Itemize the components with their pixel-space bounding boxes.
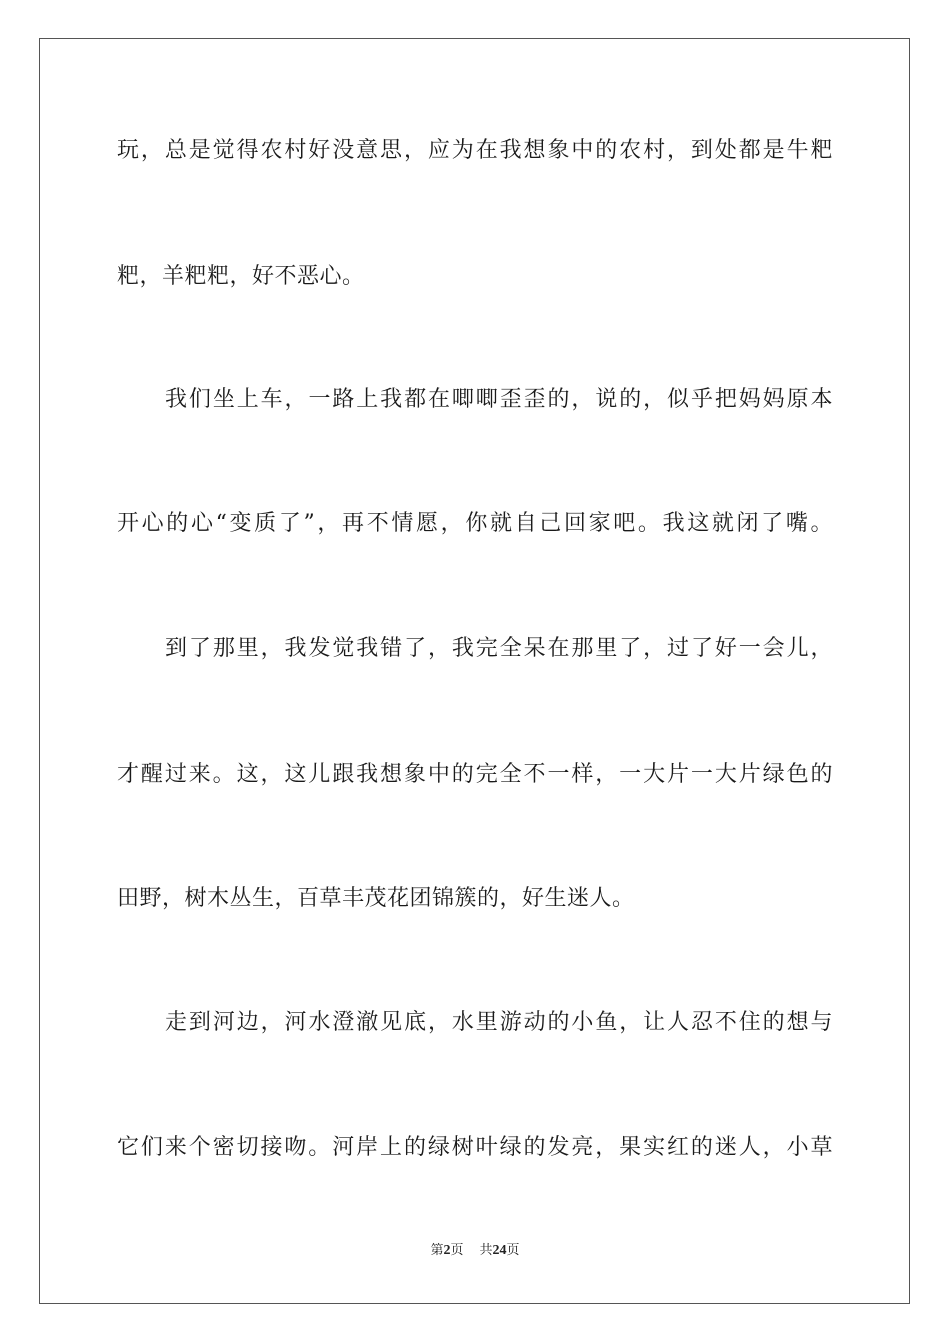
footer-total-prefix: 共 xyxy=(479,1243,493,1258)
footer-page-suffix: 页 xyxy=(450,1243,464,1258)
text-line-2: 粑，羊粑粑，好不恶心。 xyxy=(117,264,365,289)
footer-total-suffix: 页 xyxy=(506,1243,520,1258)
text-line-8: 走到河边，河水澄澈见底，水里游动的小鱼，让人忍不住的想与 xyxy=(165,1010,833,1035)
text-line-6: 才醒过来。这，这儿跟我想象中的完全不一样，一大片一大片绿色的 xyxy=(117,762,833,787)
text-line-1: 玩，总是觉得农村好没意思，应为在我想象中的农村，到处都是牛粑 xyxy=(117,138,833,163)
footer-page-prefix: 第 xyxy=(430,1243,444,1258)
footer-page-number: 2 xyxy=(443,1243,451,1258)
footer-total-pages: 24 xyxy=(492,1243,507,1258)
text-line-5: 到了那里，我发觉我错了，我完全呆在那里了，过了好一会儿， xyxy=(165,636,833,661)
page-footer xyxy=(0,1242,950,1260)
text-line-3: 我们坐上车，一路上我都在唧唧歪歪的，说的，似乎把妈妈原本 xyxy=(165,387,833,412)
text-line-7: 田野，树木丛生，百草丰茂花团锦簇的，好生迷人。 xyxy=(117,886,635,911)
text-line-4: 开心的心“变质了”，再不情愿，你就自己回家吧。我这就闭了嘴。 xyxy=(117,511,833,536)
text-line-9: 它们来个密切接吻。河岸上的绿树叶绿的发亮，果实红的迷人，小草 xyxy=(117,1135,833,1160)
page-border xyxy=(39,38,910,1304)
